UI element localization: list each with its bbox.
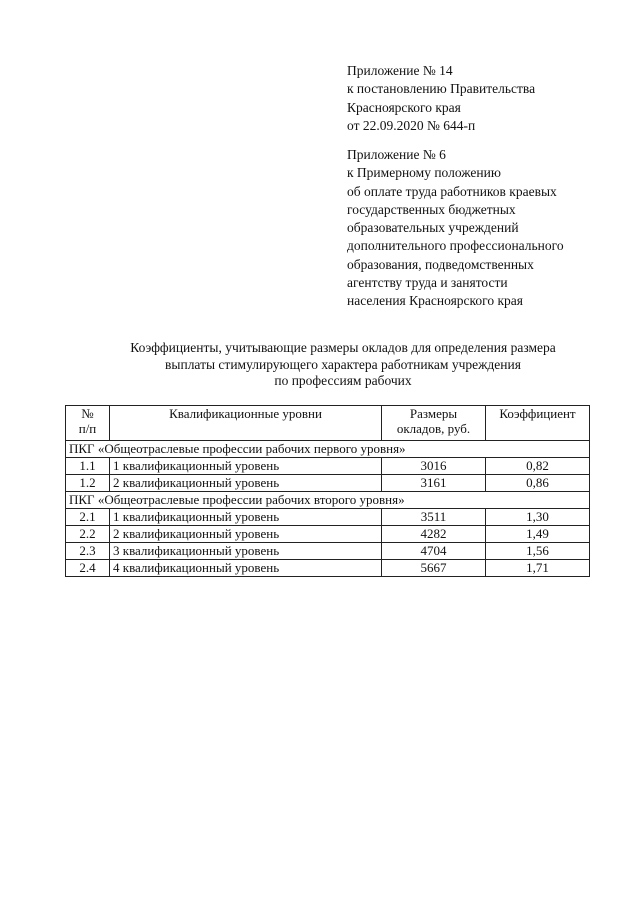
document-title (60, 340, 626, 390)
row-level: 3 квалификационный уровень (110, 543, 382, 560)
header-coefficient: Коэффициент (486, 406, 590, 441)
annex-line: об оплате труда работников краевых (347, 183, 557, 199)
row-coefficient: 1,49 (486, 526, 590, 543)
header-levels: Квалификационные уровни (110, 406, 382, 441)
row-number: 2.2 (66, 526, 110, 543)
header-salary (382, 406, 486, 441)
title-line: Коэффициенты, учитывающие размеры окладов для определения размера (130, 340, 556, 355)
title-line: по профессиям рабочих (274, 373, 412, 388)
row-number: 2.3 (66, 543, 110, 560)
row-number: 2.4 (66, 560, 110, 577)
table-row (66, 560, 590, 577)
table-row (66, 509, 590, 526)
header-number-line2: п/п (78, 421, 97, 436)
annex-line: образовательных учреждений (347, 220, 519, 236)
table-row (66, 458, 590, 475)
group-title: ПКГ «Общеотраслевые профессии рабочих первого уровня» (66, 441, 590, 458)
row-level: 1 квалификационный уровень (110, 509, 382, 526)
annex-6-reference (347, 146, 564, 311)
table-header-row (66, 406, 590, 441)
group-row (66, 492, 590, 509)
annex-line: Красноярского края (347, 99, 461, 115)
annex-line: агентству труда и занятости (347, 275, 508, 291)
row-level: 2 квалификационный уровень (110, 475, 382, 492)
header-salary-line2: окладов, руб. (396, 421, 471, 436)
row-number: 1.2 (66, 475, 110, 492)
header-number-line1: № (81, 406, 94, 421)
row-coefficient: 1,71 (486, 560, 590, 577)
row-salary: 4704 (382, 543, 486, 560)
header-salary-line1: Размеры (409, 406, 458, 421)
table-row (66, 475, 590, 492)
annex-line: Приложение № 14 (347, 63, 453, 78)
annex-line: дополнительного профессионального (347, 238, 564, 254)
row-coefficient: 1,30 (486, 509, 590, 526)
row-coefficient: 0,86 (486, 475, 590, 492)
row-coefficient: 0,82 (486, 458, 590, 475)
title-line: выплаты стимулирующего характера работникам учреждения (165, 356, 521, 372)
group-title: ПКГ «Общеотраслевые профессии рабочих второго уровня» (66, 492, 590, 509)
annex-line: государственных бюджетных (347, 201, 516, 217)
annex-line: образования, подведомственных (347, 256, 534, 272)
table-row (66, 526, 590, 543)
group-row (66, 441, 590, 458)
row-salary: 3161 (382, 475, 486, 492)
annex-line: к постановлению Правительства (347, 81, 536, 97)
row-number: 1.1 (66, 458, 110, 475)
row-salary: 4282 (382, 526, 486, 543)
header-number (66, 406, 110, 441)
row-salary: 3511 (382, 509, 486, 526)
annex-line: населения Красноярского края (347, 293, 523, 309)
row-number: 2.1 (66, 509, 110, 526)
coefficients-table (65, 405, 590, 577)
row-salary: 3016 (382, 458, 486, 475)
annex-14-reference (347, 62, 535, 135)
row-level: 2 квалификационный уровень (110, 526, 382, 543)
row-level: 4 квалификационный уровень (110, 560, 382, 577)
row-salary: 5667 (382, 560, 486, 577)
annex-line: к Примерному положению (347, 165, 501, 181)
annex-line: Приложение № 6 (347, 147, 446, 162)
row-level: 1 квалификационный уровень (110, 458, 382, 475)
table-row (66, 543, 590, 560)
annex-line: от 22.09.2020 № 644-п (347, 117, 476, 133)
row-coefficient: 1,56 (486, 543, 590, 560)
